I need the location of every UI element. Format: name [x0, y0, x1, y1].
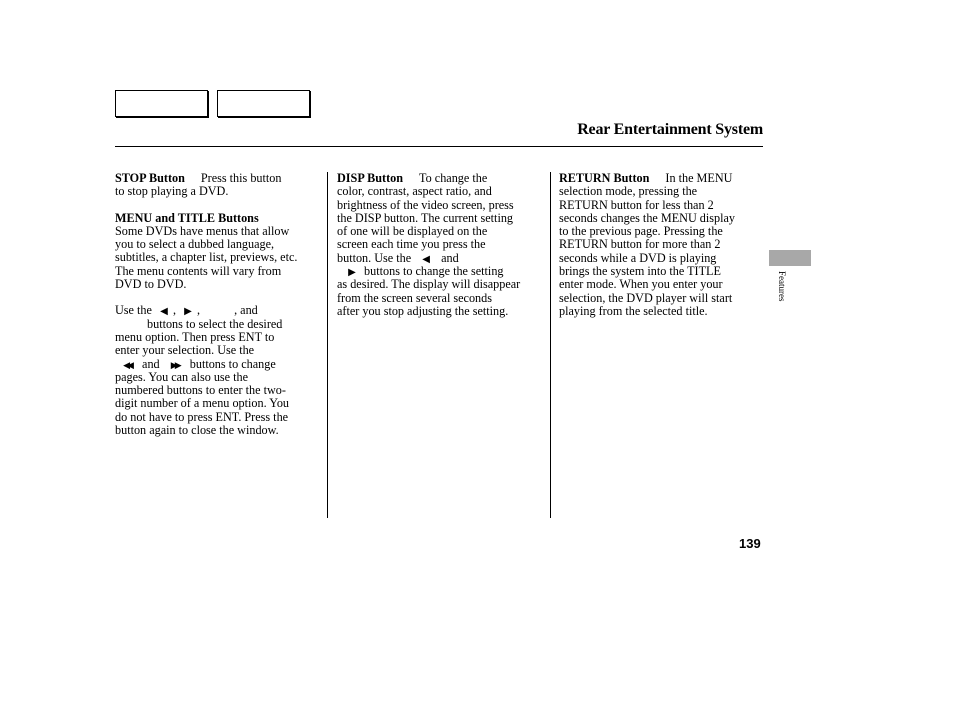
return-paragraph: [559, 172, 759, 185]
and-text: and: [441, 250, 459, 265]
menu-line-3: subtitles, a chapter list, previews, etc.: [115, 250, 298, 265]
header-rule: [115, 146, 763, 147]
end-line-1: pages. You can also use the: [115, 369, 249, 384]
menu-line-4: The menu contents will vary from: [115, 263, 282, 278]
use-the-line: [115, 304, 315, 317]
right-arrow-icon: ▶: [184, 306, 192, 318]
return-line-10: playing from the selected title.: [559, 303, 708, 318]
end-line-3: digit number of a menu option. You: [115, 396, 290, 411]
skip-forward-icon: ▶▶: [170, 359, 179, 370]
buttons-select-line: [115, 318, 315, 331]
disp-line-3: the DISP button. The current setting: [337, 210, 514, 225]
end-line-2: numbered buttons to enter the two-: [115, 383, 286, 398]
return-line-7: brings the system into the TITLE: [559, 264, 721, 279]
stop-heading: STOP Button: [115, 171, 185, 185]
section-label: Features: [777, 271, 787, 302]
page-title: Rear Entertainment System: [577, 121, 763, 138]
disp-end-line-1: as desired. The display will disappear: [337, 277, 521, 292]
use-line-1: menu option. Then press ENT to: [115, 329, 275, 344]
return-line-3: seconds changes the MENU display: [559, 210, 736, 225]
right-arrow-icon: ▶: [348, 267, 356, 279]
disp-end-line-2: from the screen several seconds: [337, 290, 492, 305]
disp-line-2: brightness of the video screen, press: [337, 197, 514, 212]
return-line-5: RETURN button for more than 2: [559, 237, 721, 252]
skip-back-icon: ◀◀: [123, 359, 131, 370]
end-line-5: button again to close the window.: [115, 423, 279, 438]
return-line-4: to the previous page. Pressing the: [559, 224, 723, 239]
return-line-8: enter mode. When you enter your: [559, 277, 723, 292]
return-line-9: selection, the DVD player will start: [559, 290, 733, 305]
return-text: In the MENU: [665, 171, 733, 185]
end-line-4: do not have to press ENT. Press the: [115, 409, 289, 424]
menu-line-1: Some DVDs have menus that allow: [115, 223, 290, 238]
disp-arrow-line-2: [337, 265, 543, 278]
column-divider: [327, 172, 328, 518]
menu-line-2: you to select a dubbed language,: [115, 237, 275, 252]
disp-line-1: color, contrast, aspect ratio, and: [337, 184, 492, 199]
buttons-select-text: buttons to select the desired: [147, 316, 283, 331]
comma-text: ,: [197, 303, 201, 318]
column-stop-menu: [115, 172, 315, 437]
use-the-text: Use the: [115, 303, 152, 318]
disp-paragraph: [337, 172, 543, 185]
menu-line-5: DVD to DVD.: [115, 277, 187, 292]
button-use-text: button. Use the: [337, 250, 412, 265]
column-return: [559, 172, 759, 318]
nav-button-previous[interactable]: [115, 90, 208, 117]
page-buttons-line: [115, 358, 315, 371]
stop-paragraph: [115, 172, 315, 185]
use-line-2: enter your selection. Use the: [115, 343, 255, 358]
menu-title-heading: MENU and TITLE Buttons: [115, 210, 259, 225]
disp-heading: DISP Button: [337, 171, 404, 185]
left-arrow-icon: ◀: [160, 306, 168, 318]
stop-text: Press this button: [200, 171, 282, 185]
page-number: 139: [739, 536, 761, 551]
disp-end-line-3: after you stop adjusting the setting.: [337, 303, 509, 318]
stop-text-line: to stop playing a DVD.: [115, 184, 229, 199]
and-text: and: [142, 356, 160, 371]
return-heading: RETURN Button: [559, 171, 650, 185]
column-disp: [337, 172, 543, 318]
left-arrow-icon: ◀: [422, 253, 430, 265]
return-line-6: seconds while a DVD is playing: [559, 250, 717, 265]
disp-line-5: screen each time you press the: [337, 237, 486, 252]
disp-text: To change the: [419, 171, 488, 185]
return-line-2: RETURN button for less than 2: [559, 197, 714, 212]
disp-arrow-line: [337, 252, 543, 265]
return-line-1: selection mode, pressing the: [559, 184, 698, 199]
column-divider: [550, 172, 551, 518]
disp-line-4: of one will be displayed on the: [337, 224, 488, 239]
section-tab: [769, 250, 811, 266]
and-text: , and: [234, 303, 258, 318]
buttons-change-text: buttons to change: [189, 356, 276, 371]
comma-text: ,: [172, 303, 176, 318]
nav-button-next[interactable]: [217, 90, 310, 117]
buttons-change-setting-text: buttons to change the setting: [364, 264, 504, 279]
